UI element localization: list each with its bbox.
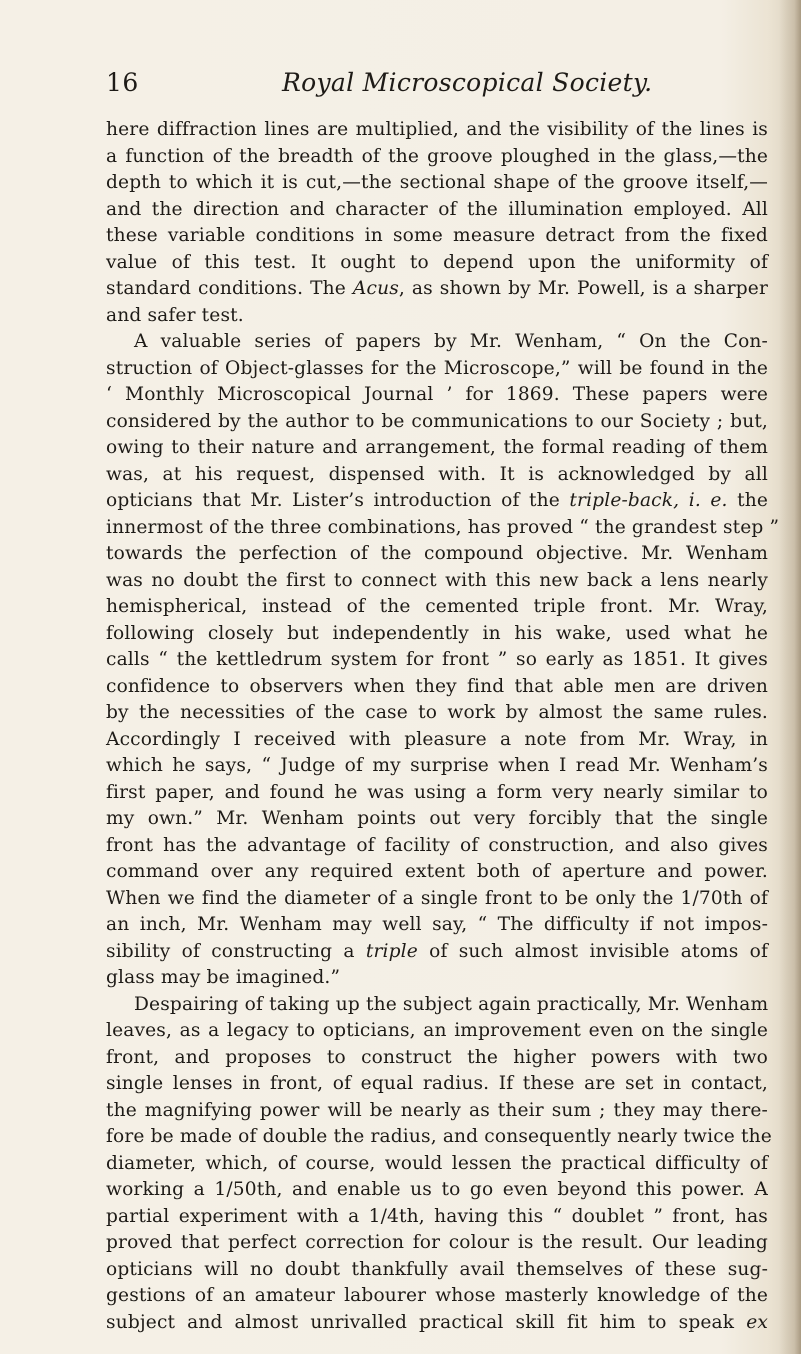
text-line: gestions of an amateur labourer whose masterly knowledge of the <box>106 1285 768 1306</box>
text-line: towards the perfection of the compound objective. Mr. Wenham <box>106 543 768 564</box>
running-title: Royal Microscopical Society. <box>282 68 653 97</box>
text-line: ‘ Monthly Microscopical Journal ’ for 1869. These papers were <box>106 384 768 405</box>
text-line: and safer test. <box>106 304 244 326</box>
text-line: Despairing of taking up the subject again practically, Mr. Wenham <box>134 993 769 1015</box>
text-line: value of this test. It ought to depend upon the uniformity of <box>106 251 768 273</box>
text-line: opticians will no doubt thankfully avail themselves of these sug- <box>106 1258 768 1280</box>
text-line: following closely but independently in his wake, used what he <box>106 622 768 644</box>
text-line: and the direction and character of the illumination employed. All <box>106 198 768 220</box>
text-line: considered by the author to be communications to our Society ; but, <box>106 410 768 432</box>
text-line: confidence to observers when they find that able men are driven <box>106 675 768 697</box>
text-line: diameter, which, of course, would lessen the practical difficulty of <box>106 1152 768 1174</box>
text-line: my own.” Mr. Wenham points out very forcibly that the single <box>106 808 768 829</box>
text-line: command over any required extent both of aperture and power. <box>106 861 768 882</box>
text-line: these variable conditions in some measure detract from the fixed <box>106 225 768 246</box>
text-line: fore be made of double the radius, and consequently nearly twice the <box>106 1126 772 1147</box>
text-line: here diffraction lines are multiplied, and the visibility of the lines is <box>106 119 768 140</box>
text-line: front has the advantage of facility of construction, and also gives <box>106 834 768 856</box>
text-line: leaves, as a legacy to opticians, an improvement even on the single <box>106 1020 768 1041</box>
page-number: 16 <box>106 68 139 97</box>
text-line: by the necessities of the case to work by almost the same rules. <box>106 702 768 723</box>
text-line: which he says, “ Judge of my surprise when I read Mr. Wenham’s <box>106 755 768 776</box>
text-line: subject and almost unrivalled practical skill fit him to speak ex <box>106 1311 768 1333</box>
text-line: hemispherical, instead of the cemented triple front. Mr. Wray, <box>106 596 768 617</box>
text-line: front, and proposes to construct the higher powers with two <box>106 1046 768 1068</box>
text-line: depth to which it is cut,—the sectional shape of the groove itself,— <box>106 172 768 193</box>
text-line: single lenses in front, of equal radius. If these are set in contact, <box>106 1073 768 1094</box>
text-line: the magnifying power will be nearly as their sum ; they may there- <box>106 1099 768 1121</box>
text-line: calls “ the kettledrum system for front ” so early as 1851. It gives <box>106 649 768 670</box>
text-line: proved that perfect correction for colour is the result. Our leading <box>106 1232 768 1253</box>
text-line: innermost of the three combinations, has proved “ the grandest step ” <box>106 516 780 538</box>
text-line: struction of Object-glasses for the Microscope,” will be found in the <box>106 357 768 379</box>
text-line: first paper, and found he was using a form very nearly similar to <box>106 781 768 803</box>
text-line: was, at his request, dispensed with. It is acknowledged by all <box>106 463 768 485</box>
page-edge-shadow <box>779 0 801 1354</box>
text-line: an inch, Mr. Wenham may well say, “ The difficulty if not impos- <box>106 914 768 935</box>
page-header <box>106 64 766 104</box>
text-line: Accordingly I received with pleasure a note from Mr. Wray, in <box>106 728 768 750</box>
text-line: sibility of constructing a triple of such almost invisible atoms of <box>106 940 768 962</box>
text-line: opticians that Mr. Lister’s introduction of the triple-back, i. e. the <box>106 490 768 511</box>
text-line: glass may be imagined.” <box>106 967 341 988</box>
text-line: partial experiment with a 1/4th, having this “ doublet ” front, has <box>106 1205 768 1227</box>
body-text <box>106 117 780 1336</box>
text-line: When we find the diameter of a single front to be only the 1/70th of <box>106 887 768 909</box>
text-line: working a 1/50th, and enable us to go even beyond this power. A <box>106 1179 768 1200</box>
text-line: a function of the breadth of the groove ploughed in the glass,—the <box>106 145 768 167</box>
text-line: was no doubt the first to connect with this new back a lens nearly <box>106 569 768 591</box>
text-line: A valuable series of papers by Mr. Wenham, “ On the Con- <box>134 331 768 352</box>
text-line: owing to their nature and arrangement, the formal reading of them <box>106 437 768 458</box>
text-line: standard conditions. The Acus, as shown by Mr. Powell, is a sharper <box>106 278 768 299</box>
